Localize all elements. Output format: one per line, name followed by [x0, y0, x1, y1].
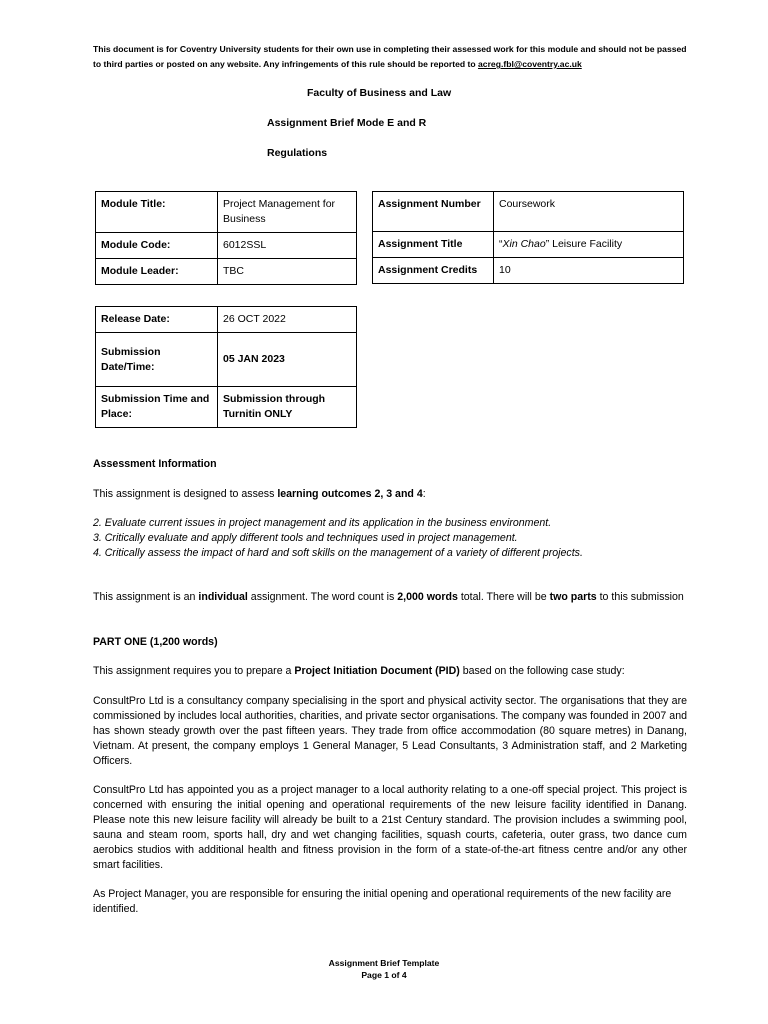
footer-template-label: Assignment Brief Template — [328, 958, 440, 968]
assessment-heading: Assessment Information — [93, 458, 217, 470]
assignment-number-row — [373, 192, 684, 232]
submission-date-value: 05 JAN 2023 — [218, 333, 357, 387]
part-one-heading: PART ONE (1,200 words) — [93, 636, 218, 648]
dates-table — [95, 306, 357, 428]
release-date-label: Release Date: — [96, 307, 218, 333]
individual-text-3: total. There will be — [457, 591, 550, 603]
assignment-title-value: “Xin Chao” Leisure Facility — [494, 232, 684, 258]
pid-text-2: based on the following case study: — [459, 665, 625, 677]
module-title-label: Module Title: — [96, 192, 218, 233]
module-leader-row — [96, 259, 357, 285]
usage-notice-text: This document is for Coventry University students for their own use in completing their assessed work for this module and should not be passed to third parties or posted on any website. Any infringements of this rule should be reported to — [93, 44, 687, 69]
submission-date-row — [96, 333, 357, 387]
pid-bold: Project Initiation Document (PID) — [294, 665, 460, 677]
module-leader-label: Module Leader: — [96, 259, 218, 285]
individual-text-1: This assignment is an — [93, 591, 199, 603]
assignment-number-value: Coursework — [494, 192, 684, 232]
module-code-value: 6012SSL — [218, 233, 357, 259]
learning-outcome-3: 3. Critically evaluate and apply different tools and techniques used in project management. — [93, 532, 518, 544]
two-parts-bold: two parts — [549, 591, 597, 603]
assessment-intro — [93, 487, 687, 502]
word-count-bold: 2,000 words — [397, 591, 458, 603]
learning-outcomes-highlight: learning outcomes 2, 3 and 4 — [277, 488, 423, 500]
case-study-paragraph-1: ConsultPro Ltd is a consultancy company specialising in the sport and physical activity sector. The organisations that they are commissioned by includes local authorities, charities, and private sector organisations. The company was founded in 2007 and has shown steady growth over the past fifteen years. They trade from office accommodation (80 square metres) in Danang, Vietnam. At present, the company employs 1 General Manager, 5 Lead Consultants, 3 Administration staff, and 2 Marketing Officers. — [93, 695, 687, 767]
learning-outcomes-list — [93, 516, 687, 561]
submission-date-label: Submission Date/Time: — [96, 333, 218, 387]
individual-assignment-paragraph — [93, 590, 687, 605]
release-date-row — [96, 307, 357, 333]
regulations-heading: Regulations — [267, 147, 328, 159]
footer-page-number: Page 1 of 4 — [361, 970, 407, 980]
individual-text-2: assignment. The word count is — [247, 591, 398, 603]
assignment-title-label: Assignment Title — [373, 232, 494, 258]
module-title-value: Project Management for Business — [218, 192, 357, 233]
module-title-row — [96, 192, 357, 233]
case-study-paragraph-2: ConsultPro Ltd has appointed you as a project manager to a local authority relating to a one-off special project. This project is concerned with ensuring the initial opening and operational requirements of the new leisure facility identified in Danang. Please note this new leisure facility will already be built to a 21st Century standard. The provision includes a swimming pool, sauna and steam room, sports hall, dry and wet changing facilities, squash courts, cafeteria, outer grass, two dance cum aerobics studios with additional health and fitness provision in the form of a state-of-the-art fitness centre and/or any other smart facilities. — [93, 784, 687, 871]
assignment-title-row — [373, 232, 684, 258]
assignment-credits-value: 10 — [494, 258, 684, 284]
pid-paragraph — [93, 664, 687, 679]
assignment-title-rest: Leisure Facility — [549, 238, 623, 250]
learning-outcome-2: 2. Evaluate current issues in project management and its application in the business environment. — [93, 517, 552, 529]
report-email-link[interactable]: acreg.fbl@coventry.ac.uk — [478, 59, 582, 69]
assessment-intro-text: This assignment is designed to assess — [93, 488, 278, 500]
case-study-paragraph-3: As Project Manager, you are responsible for ensuring the initial opening and operational requirements of the new facility are identified. — [93, 888, 672, 915]
submission-place-value: Submission through Turnitin ONLY — [218, 387, 357, 428]
module-leader-value: TBC — [218, 259, 357, 285]
individual-text-4: to this submission — [596, 591, 684, 603]
assignment-credits-label: Assignment Credits — [373, 258, 494, 284]
learning-outcome-4: 4. Critically assess the impact of hard and soft skills on the management of a variety of different projects. — [93, 547, 583, 559]
assignment-table — [372, 191, 684, 284]
assignment-credits-row — [373, 258, 684, 284]
module-code-label: Module Code: — [96, 233, 218, 259]
brief-mode-heading: Assignment Brief Mode E and R — [267, 117, 427, 129]
submission-place-row — [96, 387, 357, 428]
release-date-value: 26 OCT 2022 — [218, 307, 357, 333]
faculty-heading: Faculty of Business and Law — [307, 87, 452, 99]
individual-bold: individual — [198, 591, 248, 603]
submission-place-label: Submission Time and Place: — [96, 387, 218, 428]
module-table — [95, 191, 357, 285]
pid-text-1: This assignment requires you to prepare a — [93, 665, 295, 677]
usage-notice — [93, 42, 693, 72]
module-code-row — [96, 233, 357, 259]
assignment-title-italic: Xin Chao — [502, 238, 546, 250]
assignment-number-label: Assignment Number — [373, 192, 494, 232]
assessment-intro-colon: : — [422, 488, 426, 500]
